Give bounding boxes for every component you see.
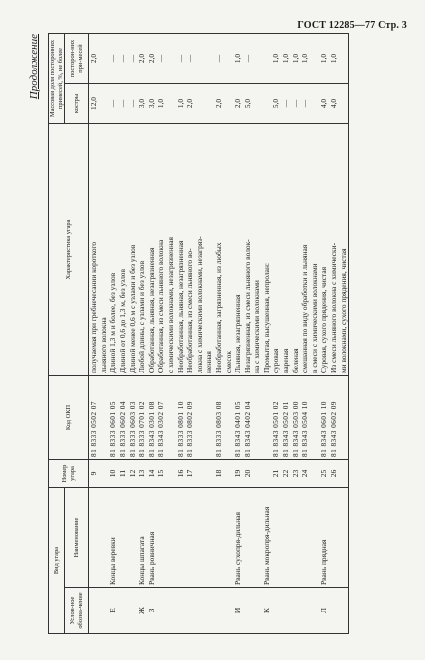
number-text: 12	[127, 469, 137, 478]
spacer	[204, 86, 214, 121]
spacer	[166, 378, 176, 457]
code-text: 81 8333 0802 09	[185, 401, 195, 457]
row-letter	[262, 588, 320, 634]
code-text: 81 8343 0402 04	[242, 401, 252, 457]
code-text: 81 8343 0401 05	[233, 401, 243, 457]
row-letter	[137, 588, 147, 634]
table-row	[147, 34, 176, 634]
kostry-value: 2,0	[213, 98, 223, 109]
spacer	[204, 462, 214, 485]
description-line: вареная	[281, 348, 291, 373]
row-description	[176, 124, 234, 376]
row-number	[147, 460, 176, 488]
rotated-table-block	[28, 34, 393, 634]
spacer	[204, 36, 214, 81]
row-number	[89, 460, 109, 488]
letter-text: З	[146, 608, 156, 613]
row-letter	[233, 588, 262, 634]
row-code	[319, 376, 348, 460]
name-text: Рвань прядная	[319, 539, 329, 585]
description-line: ненная	[204, 351, 214, 373]
number-text: 23	[290, 469, 300, 478]
code-text: 81 8343 0301 08	[146, 401, 156, 457]
kostry-value: —	[300, 99, 310, 108]
row-kostry	[319, 84, 348, 124]
row-description	[108, 124, 137, 376]
note-text: Промытая, высушенная, непролан:	[261, 263, 271, 373]
code-text: 81 8343 0503 00	[290, 401, 300, 457]
code-text: 81 8333 0701 02	[137, 401, 147, 457]
row-code	[176, 376, 234, 460]
spacer	[166, 86, 176, 121]
number-text: 20	[242, 469, 252, 478]
primesi-value: 1,0	[281, 53, 291, 64]
row-number	[137, 460, 147, 488]
kostry-value: 4,0	[319, 98, 329, 109]
description-line: смешанная по виду обработки и льняная	[300, 244, 310, 373]
description-line: Необработанная, из смеси льняного во-	[185, 248, 195, 373]
spacer	[195, 378, 205, 457]
spacer	[339, 378, 349, 457]
row-name	[137, 488, 147, 588]
spacer	[166, 462, 176, 485]
kostry-value: 5,0	[271, 98, 281, 109]
row-code	[89, 376, 109, 460]
letter-text: Л	[319, 608, 329, 614]
row-name	[147, 488, 176, 588]
row-letter	[147, 588, 176, 634]
code-text: 81 8333 0601 05	[108, 401, 118, 457]
row-kostry	[176, 84, 234, 124]
kostry-value: 2,0	[233, 98, 243, 109]
row-name	[319, 488, 348, 588]
table-row	[137, 34, 147, 634]
primesi-value: 2,0	[146, 53, 156, 64]
number-text: 14	[146, 469, 156, 478]
description-line: Льняная, незагрязненная	[233, 294, 243, 373]
description-line: получаемая при гребнечесании короткого	[89, 241, 99, 373]
table-body	[89, 34, 349, 634]
row-primesi	[108, 34, 137, 84]
primesi-value: —	[175, 54, 185, 63]
code-text: 81 8343 0302 07	[156, 401, 166, 457]
number-text: 10	[108, 469, 118, 478]
spacer	[339, 36, 349, 81]
name-text: Рвань сухопря-дильная	[233, 512, 243, 585]
header-vid-ugara: Вид угара	[49, 488, 65, 634]
header-kostry: костры	[65, 84, 89, 124]
code-text: 81 8333 0603 03	[127, 401, 137, 457]
spacer	[310, 36, 320, 81]
description-line: ми волокнами, сухого прядения, чистая	[338, 248, 348, 373]
row-description	[262, 124, 320, 376]
row-number	[176, 460, 234, 488]
header-kod-okp: Код ОКП	[49, 376, 89, 460]
row-primesi	[262, 34, 320, 84]
row-code	[262, 376, 320, 460]
spacer	[195, 462, 205, 485]
primesi-value: —	[242, 54, 252, 63]
row-letter	[176, 588, 234, 634]
spacer	[252, 378, 262, 457]
primesi-value: 1,0	[319, 53, 329, 64]
kostry-value: 3,0	[146, 98, 156, 109]
primesi-value: —	[108, 54, 118, 63]
primesi-value: 2,0	[89, 53, 99, 64]
primesi-value: —	[127, 54, 137, 63]
description-line: Незагрязненная, из смеси льняного волок-	[242, 239, 252, 373]
header-naimenovanie: Наименование	[65, 488, 89, 588]
row-code	[233, 376, 262, 460]
kostry-value: 2,0	[185, 98, 195, 109]
row-description	[233, 124, 262, 376]
code-text: 81 8333 0502 07	[89, 401, 99, 457]
description-line: Обработанная, из смеси льняного волокна	[156, 239, 166, 373]
spacer	[224, 36, 234, 81]
description-line: Обработанная, льняная, незагрязненная	[146, 247, 156, 373]
spacer	[166, 36, 176, 81]
name-text: Рвань мокропря-дильная	[261, 506, 271, 585]
primesi-value: —	[117, 54, 127, 63]
table-row	[319, 34, 348, 634]
row-kostry	[137, 84, 147, 124]
primesi-value: —	[213, 54, 223, 63]
row-name	[89, 488, 109, 588]
row-kostry	[108, 84, 137, 124]
code-text: 81 8343 0502 01	[281, 401, 291, 457]
kostry-value: 1,0	[156, 98, 166, 109]
primesi-value: 1,0	[290, 53, 300, 64]
continuation-label: Продолжение	[28, 34, 40, 100]
row-name	[176, 488, 234, 588]
row-code	[137, 376, 147, 460]
number-text: 25	[319, 469, 329, 478]
name-text: Рвань ровничная	[146, 531, 156, 585]
kostry-value: —	[108, 99, 118, 108]
spacer	[195, 36, 205, 81]
row-code	[147, 376, 176, 460]
description-line: на с химическими волокнами	[252, 280, 262, 373]
number-text: 18	[213, 469, 223, 478]
number-text: 9	[89, 471, 99, 476]
letter-text: Ж	[137, 607, 147, 614]
spacer	[204, 378, 214, 457]
description-line: Суровая, сухого прядения, чистая	[319, 266, 329, 373]
number-text: 16	[175, 469, 185, 478]
header-massovaya-dolya: Массовая доля посторонних примесей, %, не более	[49, 34, 65, 124]
description-line: Необработанная, льняная, незагрязненная	[175, 240, 185, 373]
row-primesi	[176, 34, 234, 84]
row-name	[233, 488, 262, 588]
kostry-value: 12,0	[89, 97, 99, 110]
primesi-value: 1,0	[300, 53, 310, 64]
row-description	[147, 124, 176, 376]
number-text: 19	[233, 469, 243, 478]
header-uslovnoe: Услов-ное обозна-чение	[65, 588, 89, 634]
kostry-value: —	[117, 99, 127, 108]
number-text: 26	[329, 469, 339, 478]
table-head	[49, 34, 89, 634]
row-description	[89, 124, 109, 376]
spacer	[262, 462, 272, 485]
description-line: Необработанная, загрязненная, из любых	[213, 242, 223, 373]
kostry-value: 4,0	[329, 98, 339, 109]
code-text: 81 8343 0504 10	[300, 401, 310, 457]
kostry-value: —	[281, 99, 291, 108]
spacer	[310, 462, 320, 485]
header-nomer: Номер угара	[49, 460, 89, 488]
spacer	[99, 462, 109, 485]
row-number	[319, 460, 348, 488]
page-header: ГОСТ 12285—77 Стр. 3	[297, 20, 407, 31]
row-number	[262, 460, 320, 488]
header-postoronnih: посторон-них при-месей	[65, 34, 89, 84]
spacer	[339, 462, 349, 485]
kostry-value: —	[127, 99, 137, 108]
spacer	[252, 462, 262, 485]
kostry-value: —	[290, 99, 300, 108]
description-line: Длиной менее 0,6 м с узлами и без узлов	[127, 244, 137, 373]
description-line: в смеси с химическими волокнами	[309, 263, 319, 373]
row-kostry	[262, 84, 320, 124]
primesi-value: 1,0	[271, 53, 281, 64]
spacer	[99, 378, 109, 457]
description-line: суровая	[271, 348, 281, 373]
description-line: Длиной 1,3 м и более, без узлов	[108, 272, 118, 373]
row-code	[108, 376, 137, 460]
row-kostry	[147, 84, 176, 124]
name-text	[89, 490, 99, 585]
letter-text	[89, 590, 99, 631]
header-harakteristika: Характеристика угара	[49, 124, 89, 376]
number-text: 24	[300, 469, 310, 478]
primesi-value: 1,0	[329, 53, 339, 64]
code-text: 81 8333 0803 08	[213, 401, 223, 457]
number-text: 11	[117, 469, 127, 478]
row-name	[108, 488, 137, 588]
row-number	[233, 460, 262, 488]
row-letter	[108, 588, 137, 634]
row-primesi	[233, 34, 262, 84]
spacer	[310, 86, 320, 121]
name-text	[176, 490, 186, 585]
kostry-value: 5,0	[242, 98, 252, 109]
table-row	[108, 34, 137, 634]
primesi-value: 2,0	[137, 53, 147, 64]
spacer	[252, 86, 262, 121]
row-name	[262, 488, 320, 588]
primesi-value: —	[156, 54, 166, 63]
description-line: льняного волокна	[98, 317, 108, 373]
row-primesi	[89, 34, 109, 84]
code-text: 81 8343 0601 10	[319, 401, 329, 457]
table-row	[176, 34, 234, 634]
spacer	[224, 462, 234, 485]
spacer	[99, 86, 109, 121]
number-text: 17	[185, 469, 195, 478]
row-number	[108, 460, 137, 488]
table-row	[233, 34, 262, 634]
code-text: 81 8333 0602 04	[117, 401, 127, 457]
spacer	[262, 378, 272, 457]
row-letter	[89, 588, 109, 634]
table-row	[262, 34, 320, 634]
name-text: Концы веревки	[108, 537, 118, 585]
letter-text: Е	[108, 608, 118, 613]
row-description	[319, 124, 348, 376]
kostry-value: 1,0	[175, 98, 185, 109]
spacer	[252, 36, 262, 81]
spacer	[310, 378, 320, 457]
number-text: 15	[156, 469, 166, 478]
primesi-value: 1,0	[233, 53, 243, 64]
table-row	[89, 34, 109, 634]
spacer	[262, 36, 272, 81]
description-line: с химическими волокнами, незагрязненная	[165, 237, 175, 373]
letter-text: К	[261, 608, 271, 613]
row-primesi	[137, 34, 147, 84]
row-primesi	[319, 34, 348, 84]
row-primesi	[147, 34, 176, 84]
spacer	[262, 86, 272, 121]
number-text: 21	[271, 469, 281, 478]
spacer	[99, 36, 109, 81]
waste-table	[48, 33, 349, 634]
name-text: Концы шпагата	[137, 536, 147, 585]
letter-text	[176, 590, 186, 631]
row-letter	[319, 588, 348, 634]
spacer	[224, 86, 234, 121]
row-kostry	[89, 84, 109, 124]
description-line: смесок	[223, 351, 233, 373]
description-line: локна с химическими волокнами, незагряз-	[194, 236, 204, 373]
spacer	[224, 378, 234, 457]
row-description	[137, 124, 147, 376]
description-line: беленая	[290, 348, 300, 373]
code-text: 81 8333 0801 10	[175, 401, 185, 457]
description-line: Длиной от 0,6 до 1,3 м, без узлов	[117, 269, 127, 373]
description-line: Из смеси льняного волокна с химически-	[329, 242, 339, 373]
letter-text: И	[233, 607, 243, 614]
code-text: 81 8343 0501 02	[271, 401, 281, 457]
spacer	[195, 86, 205, 121]
number-text: 22	[281, 469, 291, 478]
kostry-value: 3,0	[137, 98, 147, 109]
primesi-value: —	[185, 54, 195, 63]
row-kostry	[233, 84, 262, 124]
description-line: Любой длины, с узлами и без узлов	[137, 260, 147, 373]
number-text: 13	[137, 469, 147, 478]
spacer	[339, 86, 349, 121]
code-text: 81 8343 0602 09	[329, 401, 339, 457]
